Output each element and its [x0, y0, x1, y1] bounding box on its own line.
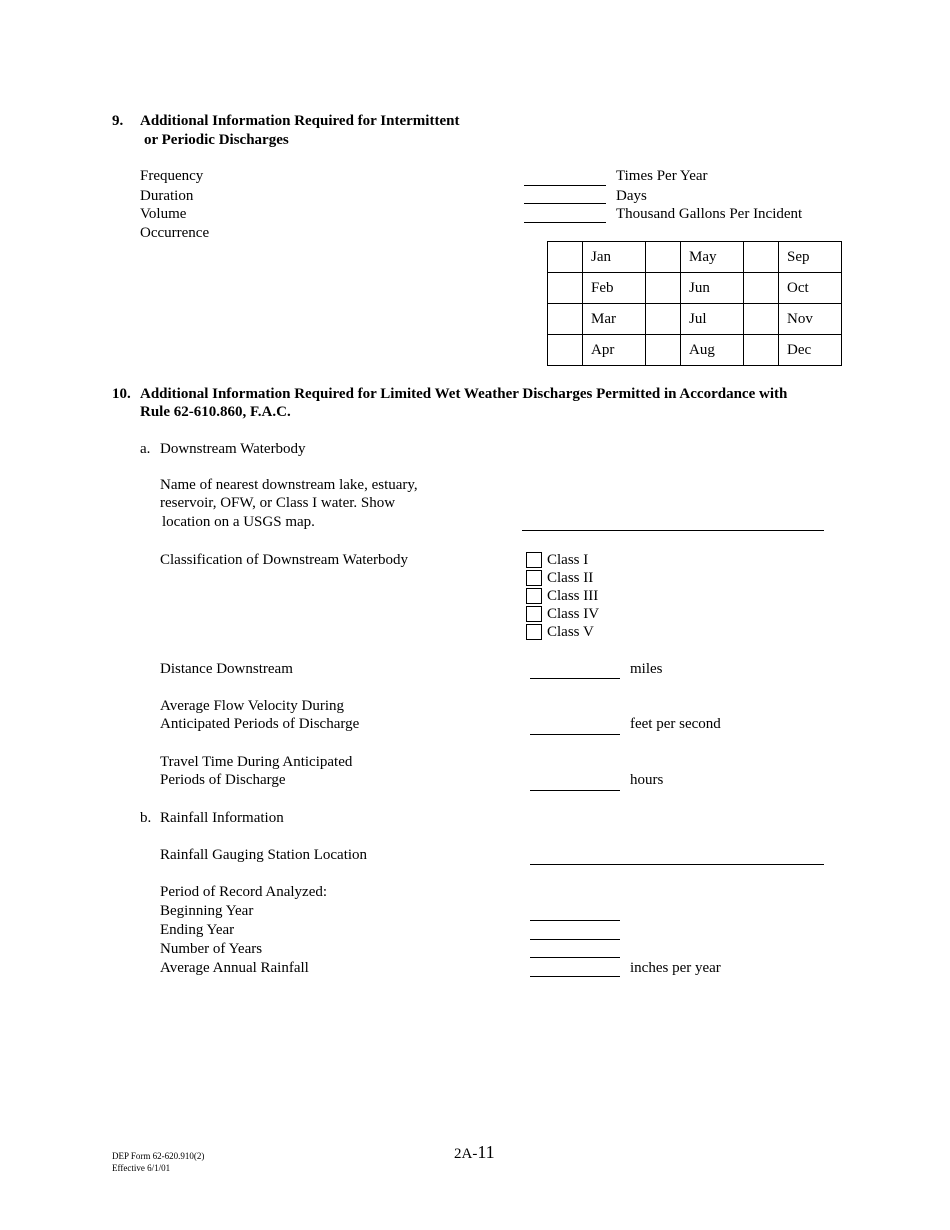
occurrence-label: Occurrence	[140, 225, 210, 241]
velocity-label-2: Anticipated Periods of Discharge	[160, 716, 360, 732]
ending-year-label: Ending Year	[160, 922, 235, 938]
section-10-number: 10.	[112, 386, 131, 402]
month-label-may: May	[681, 242, 744, 273]
volume-label: Volume	[140, 206, 187, 222]
frequency-unit: Times Per Year	[616, 168, 708, 184]
month-checkbox-jan[interactable]	[548, 242, 583, 273]
month-checkbox-apr[interactable]	[548, 335, 583, 366]
month-label-aug: Aug	[681, 335, 744, 366]
travel-time-label: Travel Time During Anticipated	[160, 754, 353, 770]
waterbody-name-label-2: reservoir, OFW, or Class I water. Show	[160, 495, 396, 511]
duration-unit: Days	[616, 188, 647, 204]
travel-time-field[interactable]	[530, 790, 620, 791]
class-i-checkbox[interactable]	[526, 552, 542, 568]
duration-label: Duration	[140, 188, 194, 204]
form-number: DEP Form 62-620.910(2)	[112, 1151, 205, 1161]
travel-time-unit: hours	[630, 772, 664, 788]
waterbody-name-label: Name of nearest downstream lake, estuary,	[160, 477, 418, 493]
month-label-jan: Jan	[583, 242, 646, 273]
month-label-jul: Jul	[681, 304, 744, 335]
ending-year-field[interactable]	[530, 939, 620, 940]
distance-unit: miles	[630, 661, 663, 677]
annual-rainfall-label: Average Annual Rainfall	[160, 960, 309, 976]
annual-rainfall-field[interactable]	[530, 976, 620, 977]
class-iv-checkbox[interactable]	[526, 606, 542, 622]
month-checkbox-may[interactable]	[646, 242, 681, 273]
period-label: Period of Record Analyzed:	[160, 884, 328, 900]
section-10-title-cont: Rule 62-610.860, F.A.C.	[140, 404, 291, 420]
month-label-jun: Jun	[681, 273, 744, 304]
month-checkbox-sep[interactable]	[744, 242, 779, 273]
page-num: 11	[477, 1142, 495, 1162]
beginning-year-label: Beginning Year	[160, 903, 254, 919]
occurrence-month-table	[547, 241, 842, 366]
month-checkbox-aug[interactable]	[646, 335, 681, 366]
volume-unit: Thousand Gallons Per Incident	[616, 206, 803, 222]
velocity-field[interactable]	[530, 734, 620, 735]
volume-field[interactable]	[524, 222, 606, 223]
month-label-feb: Feb	[583, 273, 646, 304]
month-checkbox-oct[interactable]	[744, 273, 779, 304]
month-label-dec: Dec	[779, 335, 842, 366]
waterbody-name-label-3: location on a USGS map.	[162, 514, 315, 530]
number-of-years-field[interactable]	[530, 957, 620, 958]
section-10-title: Additional Information Required for Limited Wet Weather Discharges Permitted in Accordance with	[140, 386, 788, 402]
month-checkbox-feb[interactable]	[548, 273, 583, 304]
annual-rainfall-unit: inches per year	[630, 960, 721, 976]
section-9-title-cont: or Periodic Discharges	[144, 132, 289, 148]
subsection-b-marker: b.	[140, 810, 152, 826]
classification-label: Classification of Downstream Waterbody	[160, 552, 409, 568]
month-checkbox-dec[interactable]	[744, 335, 779, 366]
effective-date: Effective 6/1/01	[112, 1163, 171, 1173]
page-number	[454, 1143, 495, 1163]
class-v-checkbox[interactable]	[526, 624, 542, 640]
subsection-a-marker: a.	[140, 441, 151, 457]
class-ii-checkbox[interactable]	[526, 570, 542, 586]
month-label-mar: Mar	[583, 304, 646, 335]
frequency-label: Frequency	[140, 168, 204, 184]
month-checkbox-jul[interactable]	[646, 304, 681, 335]
class-iv-label: Class IV	[547, 606, 600, 622]
class-ii-label: Class II	[547, 570, 594, 586]
month-checkbox-nov[interactable]	[744, 304, 779, 335]
subsection-b-title: Rainfall Information	[160, 810, 284, 826]
frequency-field[interactable]	[524, 185, 606, 186]
section-9-title: Additional Information Required for Intermittent	[140, 113, 460, 129]
station-location-field[interactable]	[530, 864, 824, 865]
month-label-sep: Sep	[779, 242, 842, 273]
month-label-oct: Oct	[779, 273, 842, 304]
class-i-label: Class I	[547, 552, 589, 568]
page-prefix: 2A-	[454, 1146, 478, 1162]
duration-field[interactable]	[524, 203, 606, 204]
travel-time-label-2: Periods of Discharge	[160, 772, 286, 788]
velocity-label: Average Flow Velocity During	[160, 698, 344, 714]
station-location-label: Rainfall Gauging Station Location	[160, 847, 368, 863]
number-of-years-label: Number of Years	[160, 941, 263, 957]
class-v-label: Class V	[547, 624, 594, 640]
month-label-apr: Apr	[583, 335, 646, 366]
subsection-a-title: Downstream Waterbody	[160, 441, 306, 457]
section-9-number: 9.	[112, 113, 124, 129]
beginning-year-field[interactable]	[530, 920, 620, 921]
waterbody-name-field[interactable]	[522, 530, 824, 531]
month-checkbox-mar[interactable]	[548, 304, 583, 335]
distance-label: Distance Downstream	[160, 661, 293, 677]
velocity-unit: feet per second	[630, 716, 721, 732]
distance-field[interactable]	[530, 678, 620, 679]
class-iii-checkbox[interactable]	[526, 588, 542, 604]
class-iii-label: Class III	[547, 588, 599, 604]
month-checkbox-jun[interactable]	[646, 273, 681, 304]
month-label-nov: Nov	[779, 304, 842, 335]
